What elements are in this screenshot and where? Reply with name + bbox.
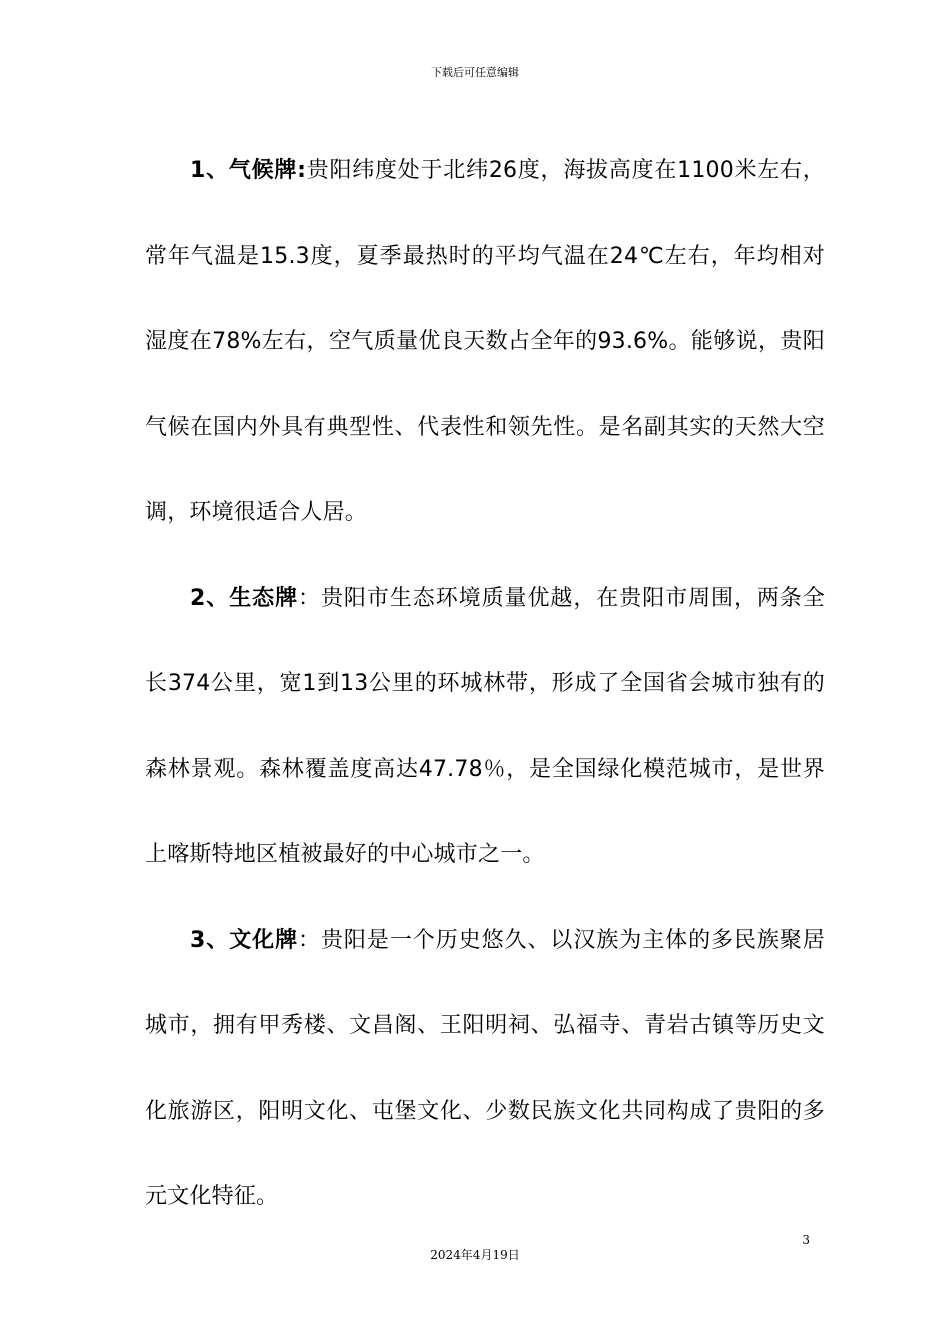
paragraph-separator: ： [298,585,321,611]
paragraph-ecology [145,556,825,898]
paragraph-label: 2、生态牌 [190,585,299,611]
footer-date: 2024年4月19日 [430,1248,520,1262]
paragraph-climate [145,128,825,556]
paragraph-label: 3、文化牌 [190,927,299,953]
paragraph-text: 贵阳市生态环境质量优越，在贵阳市周围，两条全长374公里，宽1到13公里的环城林带，形成了全国省会城市独有的森林景观。森林覆盖度高达47.78％，是全国绿化模范城市，是世界上喀斯特地区植被最好的中心城市之一。 [145,585,826,867]
paragraph-culture [145,898,825,1240]
paragraph-text: 贵阳纬度处于北纬26度，海拔高度在1100米左右，常年气温是15.3度，夏季最热时的平均气温在24℃左右，年均相对湿度在78%左右，空气质量优良天数占全年的93.6%。能够说，贵阳气候在国内外具有典型性、代表性和领先性。是名副其实的天然大空调，环境很适合人居。 [145,158,826,525]
paragraph-separator: : [297,158,307,183]
paragraph-separator: ： [298,927,321,953]
page-header: 下载后可任意编辑 [431,66,519,79]
document-body [145,128,825,1240]
page-number: 3 [802,1233,810,1247]
paragraph-text: 贵阳是一个历史悠久、以汉族为主体的多民族聚居城市，拥有甲秀楼、文昌阁、王阳明祠、弘福寺、青岩古镇等历史文化旅游区，阳明文化、屯堡文化、少数民族文化共同构成了贵阳的多元文化特征。 [145,927,826,1209]
paragraph-label: 1、气候牌 [190,158,298,183]
